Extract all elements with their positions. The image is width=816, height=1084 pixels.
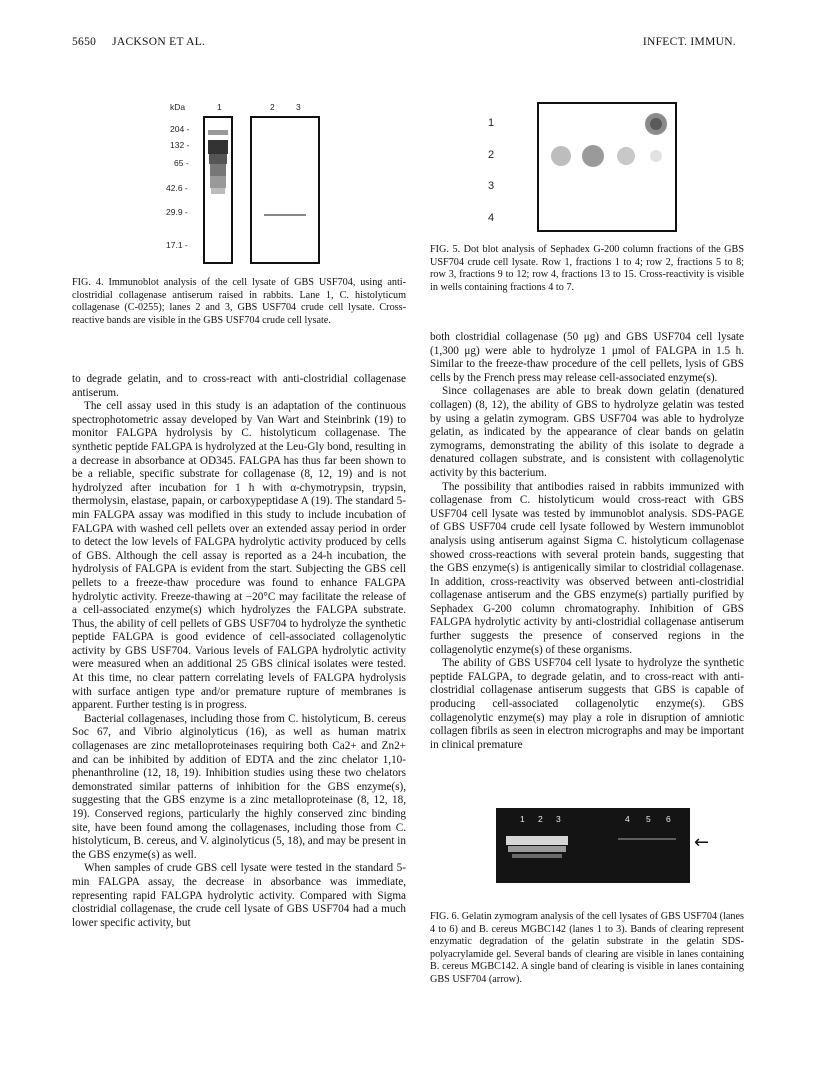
zymogram-lane-label-4: 4	[625, 814, 630, 824]
marker-132: 132 -	[170, 140, 190, 150]
figure-4-caption: FIG. 4. Immunoblot analysis of the cell lysate of GBS USF704, using anti-clostridial collagenase antiserum raised in rabbits. Lane 1, C. histolyticum collagenase (C-0255); lanes 2 and 3, GBS USF704 crude cell lysate. Cross-reactive bands are visible in the GBS USF704 crude cell lysate.	[72, 277, 406, 326]
lane-label-1: 1	[217, 102, 222, 112]
left-column	[72, 373, 406, 930]
row-label-4: 4	[488, 212, 495, 224]
marker-17-1: 17.1 -	[166, 240, 188, 250]
kda-label: kDa	[170, 102, 186, 112]
zymogram-lane-label-2: 2	[538, 814, 543, 824]
marker-204: 204 -	[170, 124, 190, 134]
paragraph: The possibility that antibodies raised in rabbits immunized with collagenase from C. histolyticum would cross-react with GBS USF704 cell lysate was tested by immunoblot analysis. SDS-PAGE of GBS USF704 crude cell lysate followed by Western immunoblot analysis using antiserum against Sigma C. histolyticum collagenase showed cross-reactions with several protein bands, suggesting that the GBS enzyme(s) is antigenically similar to clostridial collagenase. In addition, cross-reactivity was observed between anti-clostridial collagenase antiserum and the GBS enzyme(s) partially purified by Sephadex G-200 column chromatography. Inhibition of GBS FALGPA hydrolytic activity by anti-clostridial collagenase antiserum further suggests the presence of conserved regions in the collagenolytic enzyme(s) of these organisms.	[430, 480, 744, 656]
lane-label-2: 2	[270, 102, 275, 112]
figure-6-caption: FIG. 6. Gelatin zymogram analysis of the cell lysates of GBS USF704 (lanes 4 to 6) and B. cereus MGBC142 (lanes 1 to 3). Bands of clearing represent enzymatic degradation of the gelatin substrate in the gelatin SDS-polyacrylamide gel. Several bands of clearing are visible in lanes containing B. cereus MGBC142. A single band of clearing is visible in lanes containing GBS USF704 (arrow).	[430, 911, 744, 985]
author-line: JACKSON ET AL.	[112, 36, 206, 48]
journal-name: INFECT. IMMUN.	[642, 36, 736, 48]
row-label-1: 1	[488, 117, 495, 129]
arrow-icon: ←	[694, 832, 710, 853]
immunoblot-lane-1	[203, 116, 233, 264]
paragraph: The cell assay used in this study is an adaptation of the continuous spectrophotometric assay developed by Van Wart and Steinbrink (19) to monitor FALGPA hydrolysis by C. histolyticum collagenase. The synthetic peptide FALGPA is hydrolyzed at the Leu-Gly bond, resulting in a decrease in absorbance at OD345. FALGPA has thus far been shown to be a reliable, specific substrate for collagenase (8, 12, 19) and is not hydrolyzed after incubation for 1 h with α-chymotrypsin, trypsin, thermolysin, elastase, papain, or carboxypeptidase A (19). The standard 5-min FALGPA assay was modified in this study to include incubation of FALGPA with washed cell pellets over an extended assay period in order to detect the low levels of FALGPA hydrolytic activity produced by cells of GBS. Although the cell assay is reported as a 24-h incubation, the hydrolysis of FALGPA is evident from the start. Subjecting the GBS cell pellets to a freeze-thaw procedure was found to enhance FALGPA hydrolytic activity. Freeze-thawing at −20°C may facilitate the release of a cell-associated enzyme(s) which hydrolyzes the FALGPA substrate. Thus, the ability of cell pellets of GBS USF704 to hydrolyze the synthetic peptide FALGPA is good evidence of cell-associated collagenolytic activity by GBS USF704. Various levels of FALGPA hydrolytic activity were measured when an additional 25 GBS clinical isolates were tested. At this time, no clear pattern correlating levels of FALGPA hydrolysis with surface antigen type and/or premature rupture of membranes is apparent. Further testing is in progress.	[72, 400, 406, 712]
paragraph: The ability of GBS USF704 cell lysate to hydrolyze the synthetic peptide FALGPA, to degrade gelatin, and to cross-react with anti-clostridial collagenase antiserum suggests that GBS is capable of producing cell-associated collagenolytic enzyme(s). GBS collagenolytic enzyme(s) may play a role in disruption of amniotic collagen fibrils as seen in electron micrographs and may be important in clinical premature	[430, 657, 744, 751]
paragraph: When samples of crude GBS cell lysate were tested in the standard 5-min FALGPA assay, the decrease in absorbance was immediate, representing rapid FALGPA hydrolytic activity. Compared with Sigma clostridial collagenase, the crude cell lysate of GBS USF704 had a much lower specific activity, but	[72, 862, 406, 929]
zymogram-lane-label-3: 3	[556, 814, 561, 824]
zymogram-lane-label-5: 5	[646, 814, 651, 824]
running-header-left	[72, 36, 205, 48]
row-label-3: 3	[488, 180, 495, 192]
figure-6-zymogram	[496, 808, 690, 883]
marker-42-6: 42.6 -	[166, 183, 188, 193]
marker-29-9: 29.9 -	[166, 207, 188, 217]
right-column	[430, 331, 744, 752]
immunoblot-lanes-2-3	[250, 116, 320, 264]
zymogram-lane-label-6: 6	[666, 814, 671, 824]
page-number: 5650	[72, 36, 97, 48]
row-label-2: 2	[488, 149, 495, 161]
dot-blot-membrane	[537, 102, 677, 232]
paragraph: to degrade gelatin, and to cross-react with anti-clostridial collagenase antiserum.	[72, 373, 406, 399]
paragraph: Bacterial collagenases, including those from C. histolyticum, B. cereus Soc 67, and Vibrio alginolyticus (16), as well as human matrix collagenases are zinc metalloproteinases requiring both Ca2+ and Zn2+ and can be inhibited by addition of EDTA and the zinc chelator 1,10-phenanthroline (12, 18, 19). Inhibition studies using these two chelators demonstrated similar patterns of inhibition for the GBS enzyme(s), suggesting that the GBS enzyme is a zinc metalloproteinase (8, 12, 18, 19). Conserved regions, particularly the highly conserved zinc binding site, have been found among the collagenases, including those from C. histolyticum, B. cereus, and V. alginolyticus (5, 18), and may be present in the GBS enzyme(s) as well.	[72, 712, 406, 861]
paragraph: Since collagenases are able to break down gelatin (denatured collagen) (8, 12), the ability of GBS to hydrolyze gelatin was tested by using a gelatin zymogram. GBS USF704 was able to hydrolyze gelatin, as indicated by the appearance of clear bands on gelatin zymograms, demonstrating the ability of this isolate to degrade a denatured collagen substrate, and is consistent with collagenolytic activity by this bacterium.	[430, 385, 744, 479]
figure-5-caption: FIG. 5. Dot blot analysis of Sephadex G-200 column fractions of the GBS USF704 crude cell lysate. Row 1, fractions 1 to 4; row 2, fractions 5 to 8; row 3, fractions 9 to 12; row 4, fractions 13 to 15. Cross-reactivity is visible in wells containing fractions 4 to 7.	[430, 244, 744, 293]
marker-65: 65 -	[174, 158, 189, 168]
zymogram-lane-label-1: 1	[520, 814, 525, 824]
paragraph: both clostridial collagenase (50 μg) and GBS USF704 cell lysate (1,300 μg) were able to hydrolyze 1 μmol of FALGPA in 1.5 h. Similar to the freeze-thaw procedure of the cell pellets, lysis of GBS cells by the French press may release cell-associated enzyme(s).	[430, 331, 744, 384]
lane-label-3: 3	[296, 102, 301, 112]
